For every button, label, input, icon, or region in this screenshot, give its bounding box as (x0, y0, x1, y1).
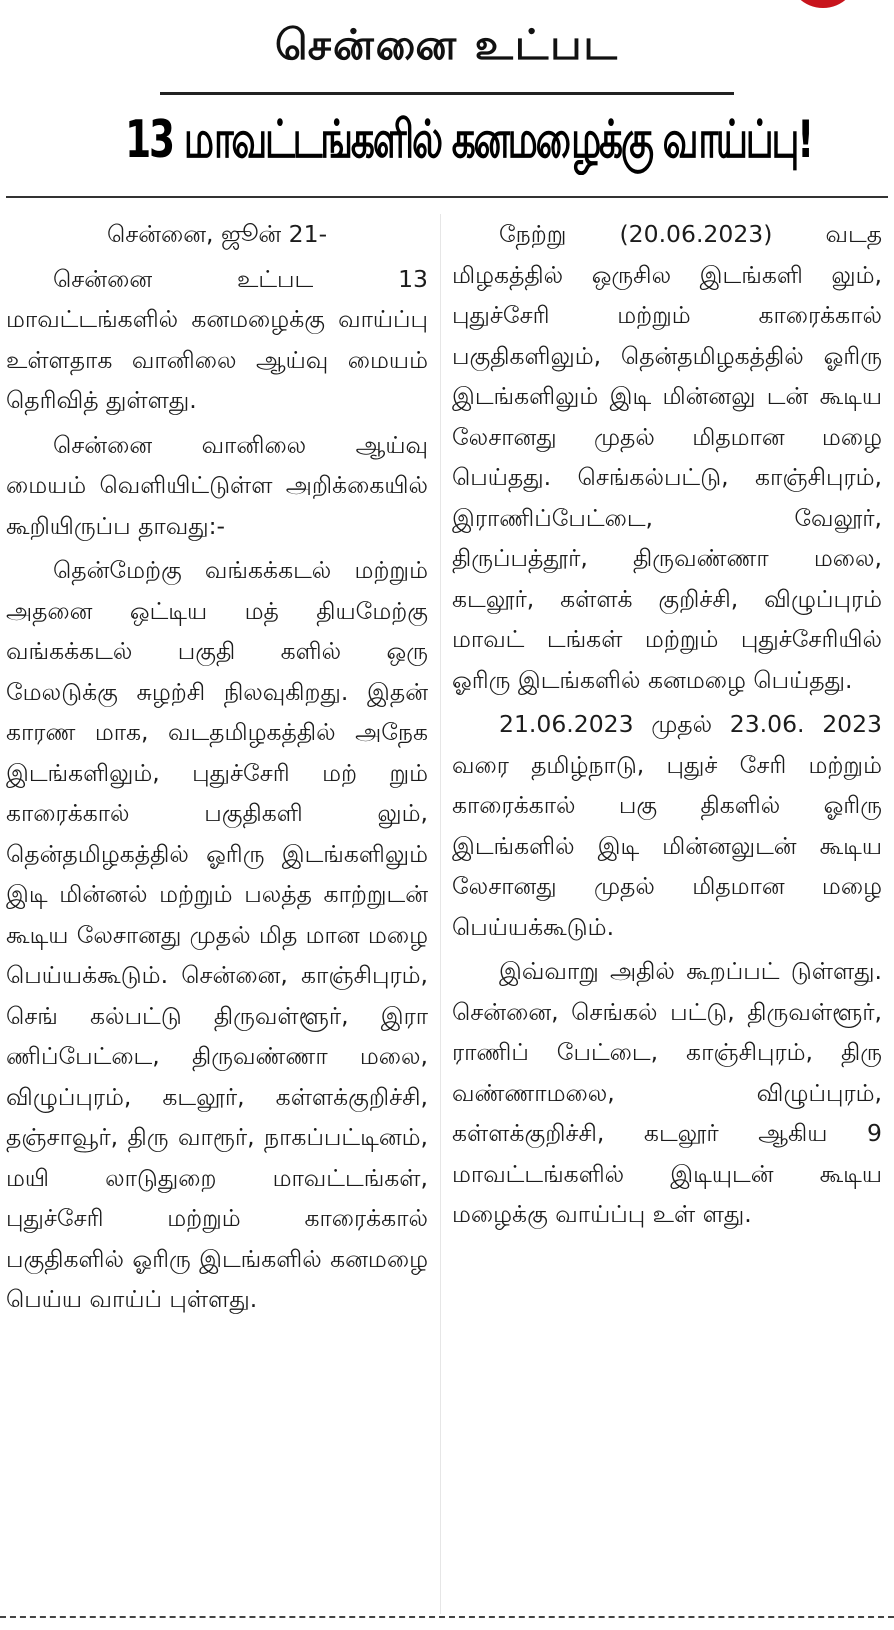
paragraph: 21.06.2023 முதல் 23.06. 2023 வரை தமிழ்நாடு, புதுச் சேரி மற்றும் காரைக்கால் பகு திகளில் ஓரிரு இடங்களில் இடி மின்னலுடன் கூடிய லேசானது முதல் மிதமான மழை பெய்யக்கூடும். (452, 710, 882, 941)
column-divider (440, 214, 441, 1614)
paragraph: சென்னை உட்பட 13 மாவட்டங்களில் கனமழைக்கு வாய்ப்பு உள்ளதாக வானிலை ஆய்வு மையம் தெரிவித் துள்ளது. (6, 264, 428, 414)
paragraph: சென்னை வானிலை ஆய்வு மையம் வெளியிட்டுள்ள அறிக்கையில் கூறியிருப்ப தாவது:- (6, 430, 428, 540)
headline-rule (6, 196, 888, 198)
left-column (6, 214, 428, 1324)
corner-badge (788, 0, 858, 8)
paragraph: இவ்வாறு அதில் கூறப்பட் டுள்ளது. சென்னை, செங்கல் பட்டு, திருவள்ளூர், ராணிப் பேட்டை, காஞ்சிபுரம், திரு வண்ணாமலை, விழுப்புரம், கள்ளக்குறிச்சி, கடலூர் ஆகிய 9 மாவட்டங்களில் இடியுடன் கூடிய மழைக்கு வாய்ப்பு உள் ளது. (452, 957, 882, 1228)
headline: 13 மாவட்டங்களில் கனமழைக்கு வாய்ப்பு! (125, 110, 813, 170)
kicker-heading: சென்னை உட்பட (275, 20, 619, 69)
bottom-dashed-rule (0, 1616, 894, 1618)
paragraph: நேற்று (20.06.2023) வடத மிழகத்தில் ஒருசில இடங்களி லும், புதுச்சேரி மற்றும் காரைக்கால் பகுதிகளிலும், தென்தமிழகத்தில் ஓரிரு இடங்களிலும் இடி மின்னலு டன் கூடிய லேசானது முதல் மிதமான மழை பெய்தது. செங்கல்பட்டு, காஞ்சிபுரம், இராணிப்பேட்டை, வேலூர், திருப்பத்தூர், திருவண்ணா மலை, கடலூர், கள்ளக் குறிச்சி, விழுப்புரம் மாவட் டங்கள் மற்றும் புதுச்சேரியில் ஓரிரு இடங்களில் கனமழை பெய்தது. (452, 220, 882, 694)
dateline: சென்னை, ஜூன் 21- (106, 220, 328, 248)
kicker-underline (160, 92, 734, 95)
right-column (452, 214, 882, 1239)
paragraph: தென்மேற்கு வங்கக்கடல் மற்றும் அதனை ஒட்டிய மத் தியமேற்கு வங்கக்கடல் பகுதி களில் ஒரு மேலடுக்கு சுழற்சி நிலவுகிறது. இதன் காரண மாக, வடதமிழகத்தில் அநேக இடங்களிலும், புதுச்சேரி மற் றும் காரைக்கால் பகுதிகளி லும், தென்தமிழகத்தில் ஓரிரு இடங்களிலும் இடி மின்னல் மற்றும் பலத்த காற்றுடன் கூடிய லேசானது முதல் மித மான மழை பெய்யக்கூடும். சென்னை, காஞ்சிபுரம், செங் கல்பட்டு திருவள்ளூர், இரா ணிப்பேட்டை, திருவண்ணா மலை, விழுப்புரம், கடலூர், கள்ளக்குறிச்சி, தஞ்சாவூர், திரு வாரூர், நாகப்பட்டினம், மயி லாடுதுறை மாவட்டங்கள், புதுச்சேரி மற்றும் காரைக்கால் பகுதிகளில் ஓரிரு இடங்களில் கனமழை பெய்ய வாய்ப் புள்ளது. (6, 556, 428, 1313)
